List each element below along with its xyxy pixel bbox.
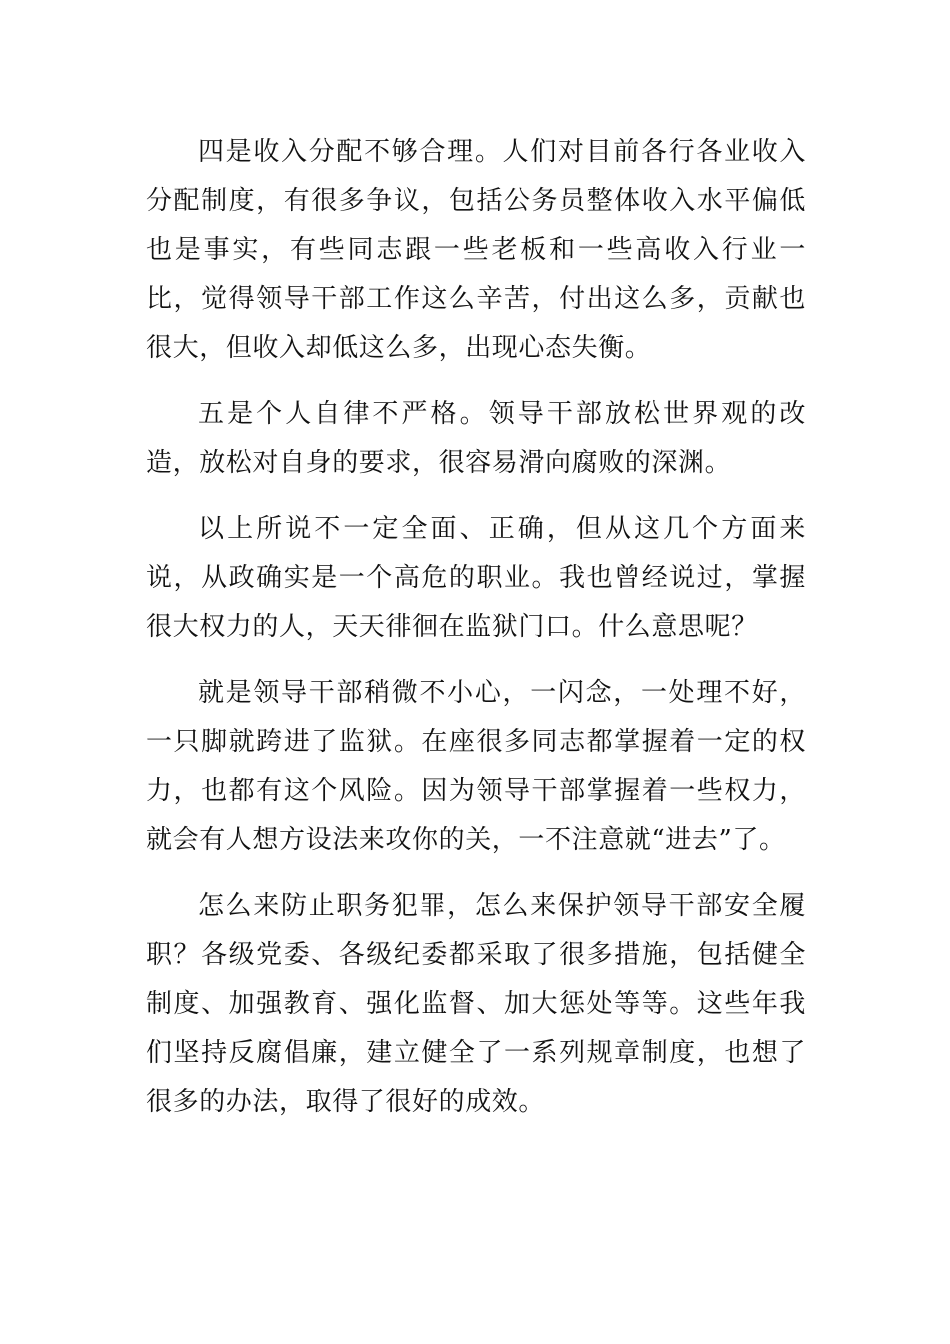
paragraph-high-risk-profession: 以上所说不一定全面、正确，但从这几个方面来说，从政确实是一个高危的职业。我也曾经说过，掌握很大权力的人，天天徘徊在监狱门口。什么意思呢？ — [146, 514, 806, 642]
paragraph-self-discipline: 五是个人自律不严格。领导干部放松世界观的改造，放松对自身的要求，很容易滑向腐败的深渊。 — [146, 399, 806, 478]
paragraph-one-foot-in-prison: 就是领导干部稍微不小心，一闪念，一处理不好，一只脚就跨进了监狱。在座很多同志都掌握着一定的权力，也都有这个风险。因为领导干部掌握着一些权力，就会有人想方设法来攻你的关，一不注意就“进去”了。 — [146, 678, 806, 855]
document-body — [146, 128, 806, 1144]
paragraph-income-distribution: 四是收入分配不够合理。人们对目前各行各业收入分配制度，有很多争议，包括公务员整体收入水平偏低也是事实，有些同志跟一些老板和一些高收入行业一比，觉得领导干部工作这么辛苦，付出这么多，贡献也很大，但收入却低这么多，出现心态失衡。 — [146, 137, 806, 363]
paragraph-prevention-measures: 怎么来防止职务犯罪，怎么来保护领导干部安全履职？各级党委、各级纪委都采取了很多措施，包括健全制度、加强教育、强化监督、加大惩处等等。这些年我们坚持反腐倡廉，建立健全了一系列规章制度，也想了很多的办法，取得了很好的成效。 — [146, 891, 806, 1117]
